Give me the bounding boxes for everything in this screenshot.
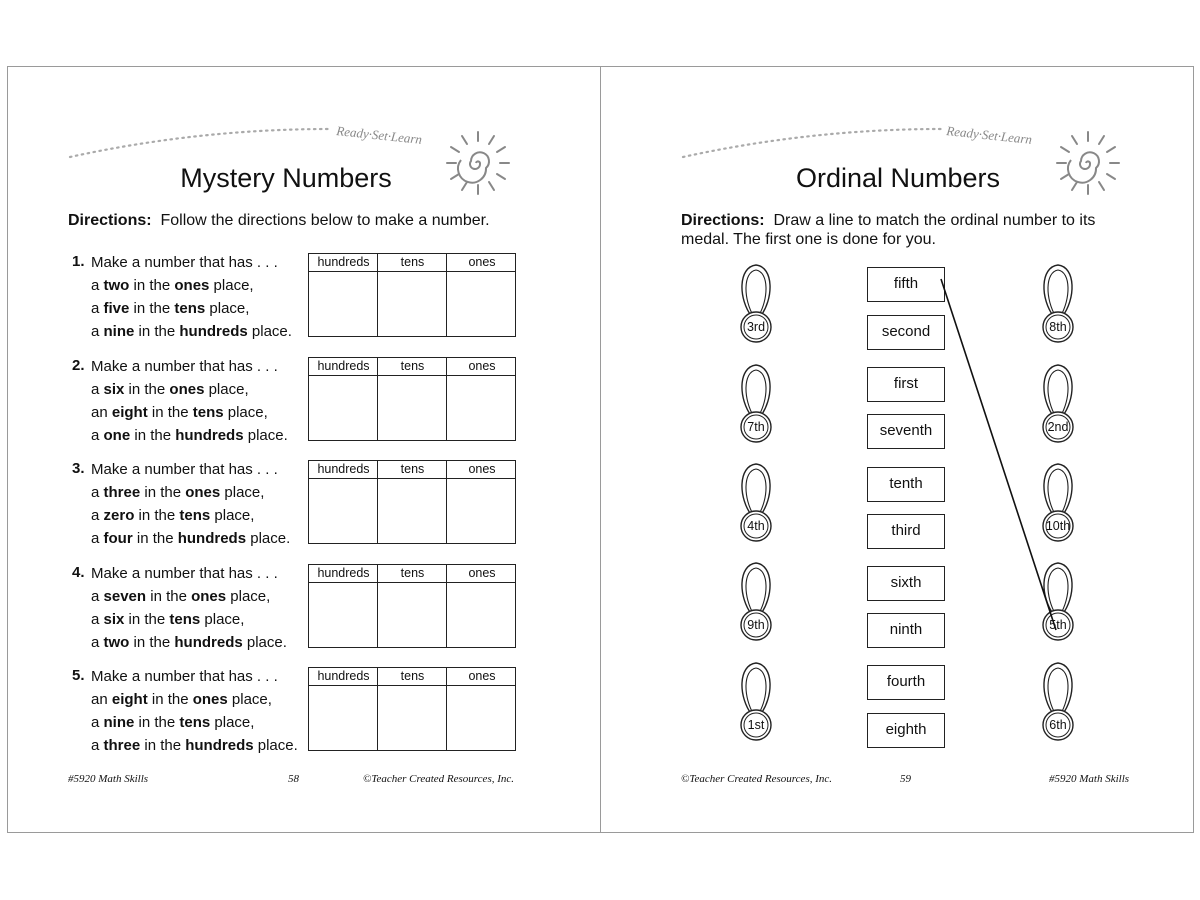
emphasis-text: nine	[103, 323, 135, 340]
footer-book-number: #5920 Math Skills	[1049, 773, 1130, 785]
line-text: in the	[140, 484, 186, 501]
line-text: a	[91, 484, 104, 501]
answer-cell-hundreds[interactable]	[309, 686, 378, 750]
problem-line	[91, 426, 288, 449]
medal-label: 10th	[1045, 519, 1071, 533]
emphasis-text: six	[103, 611, 125, 628]
answer-cell-tens[interactable]	[378, 376, 447, 440]
problem-line	[91, 460, 278, 483]
line-text: in the	[129, 634, 175, 651]
line-text: place,	[226, 588, 271, 605]
emphasis-text: eight	[111, 691, 148, 708]
line-text: a	[91, 530, 104, 547]
emphasis-text: three	[103, 484, 141, 501]
column-header-tens: tens	[400, 669, 425, 683]
column-header-hundreds: hundreds	[317, 359, 370, 373]
directions-text: Draw a line to match the ordinal number to its medal. The first one is done for you.	[681, 212, 1096, 248]
emphasis-text: ones	[191, 588, 227, 605]
line-text: place.	[242, 634, 287, 651]
problem-line	[91, 736, 298, 759]
column-header-tens: tens	[400, 255, 425, 269]
page-left	[7, 66, 601, 833]
ordinal-word-third[interactable]: third	[867, 514, 945, 549]
emphasis-text: ones	[169, 381, 205, 398]
line-text: in the	[129, 277, 175, 294]
line-text: a	[91, 277, 104, 294]
emphasis-text: tens	[179, 714, 211, 731]
medal-label: 2nd	[1047, 420, 1069, 434]
line-text: in the	[140, 737, 186, 754]
ordinal-word-first[interactable]: first	[867, 367, 945, 402]
line-text: an	[91, 404, 112, 421]
directions	[68, 211, 490, 230]
emphasis-text: hundreds	[177, 530, 247, 547]
line-text: a	[91, 323, 104, 340]
column-header-tens: tens	[400, 462, 425, 476]
column-header-ones: ones	[468, 255, 496, 269]
line-text: in the	[124, 611, 170, 628]
brand-text: Ready·Set·Learn	[335, 123, 423, 147]
answer-cell-tens[interactable]	[378, 686, 447, 750]
emphasis-text: hundreds	[175, 427, 244, 444]
line-text: in the	[147, 404, 193, 421]
line-text: a	[91, 634, 104, 651]
line-text: a	[91, 737, 104, 754]
line-text: in the	[124, 381, 170, 398]
ordinal-word-ninth[interactable]: ninth	[867, 613, 945, 648]
problem-line	[91, 253, 278, 276]
emphasis-text: three	[103, 737, 141, 754]
ordinal-word-eighth[interactable]: eighth	[867, 713, 945, 748]
problem-line	[91, 276, 254, 299]
line-text: an	[91, 691, 112, 708]
ordinal-word-sixth[interactable]: sixth	[867, 566, 945, 601]
column-header-hundreds: hundreds	[317, 566, 370, 580]
line-text: a	[91, 588, 104, 605]
line-text: in the	[130, 427, 176, 444]
line-text: place,	[210, 714, 255, 731]
medal-label: 8th	[1049, 320, 1067, 334]
ordinal-word-seventh[interactable]: seventh	[867, 414, 945, 449]
answer-cell-hundreds[interactable]	[309, 479, 378, 543]
directions-label: Directions:	[681, 212, 765, 229]
directions-label: Directions:	[68, 212, 152, 229]
place-value-chart	[308, 667, 516, 751]
emphasis-text: tens	[174, 300, 206, 317]
problem-line	[91, 483, 264, 506]
answer-cell-tens[interactable]	[378, 583, 447, 647]
emphasis-text: five	[103, 300, 130, 317]
line-text: place,	[204, 381, 249, 398]
emphasis-text: ones	[192, 691, 228, 708]
emphasis-text: hundreds	[179, 323, 248, 340]
emphasis-text: two	[103, 277, 130, 294]
emphasis-text: four	[103, 530, 133, 547]
medal-label: 7th	[747, 420, 765, 434]
footer-page-number: 59	[900, 773, 911, 785]
line-text: place.	[243, 427, 288, 444]
line-text: Make a number that has . . .	[91, 565, 278, 582]
column-header-ones: ones	[468, 462, 496, 476]
problem-2	[72, 357, 552, 453]
column-header-tens: tens	[400, 566, 425, 580]
medal-label: 1st	[747, 718, 765, 732]
line-text: in the	[132, 530, 178, 547]
place-value-chart	[308, 253, 516, 337]
column-header-hundreds: hundreds	[317, 255, 370, 269]
page-title: Ordinal Numbers	[795, 163, 1001, 193]
problem-1	[72, 253, 552, 349]
line-text: in the	[134, 507, 180, 524]
line-text: place,	[200, 611, 245, 628]
problem-3	[72, 460, 552, 556]
ordinal-word-fourth[interactable]: fourth	[867, 665, 945, 700]
line-text: place.	[247, 323, 292, 340]
line-text: place,	[205, 300, 250, 317]
problem-number: 1.	[72, 253, 85, 270]
directions-text: Follow the directions below to make a number.	[160, 212, 490, 229]
problem-line	[91, 610, 244, 633]
medal-label: 5th	[1049, 618, 1067, 632]
example-match-line	[601, 67, 1195, 834]
footer-page-number: 58	[288, 773, 299, 785]
column-header-hundreds: hundreds	[317, 462, 370, 476]
medal-label: 4th	[747, 519, 765, 533]
line-text: Make a number that has . . .	[91, 461, 278, 478]
problem-line	[91, 506, 254, 529]
emphasis-text: hundreds	[174, 634, 243, 651]
emphasis-text: ones	[185, 484, 221, 501]
problem-5	[72, 667, 552, 763]
answer-cell-ones[interactable]	[447, 479, 517, 543]
line-text: a	[91, 300, 104, 317]
brand-text: Ready·Set·Learn	[945, 123, 1033, 147]
line-text: in the	[134, 714, 180, 731]
answer-cell-hundreds[interactable]	[309, 583, 378, 647]
problem-line	[91, 690, 272, 713]
problem-line	[91, 633, 287, 656]
column-header-tens: tens	[400, 359, 425, 373]
problem-line	[91, 564, 278, 587]
line-text: Make a number that has . . .	[91, 668, 278, 685]
line-text: a	[91, 381, 104, 398]
answer-cell-ones[interactable]	[447, 686, 517, 750]
medal-label: 9th	[747, 618, 765, 632]
line-text: place,	[210, 507, 255, 524]
problem-number: 4.	[72, 564, 85, 581]
emphasis-text: two	[103, 634, 130, 651]
answer-cell-tens[interactable]	[378, 479, 447, 543]
emphasis-text: zero	[103, 507, 135, 524]
problem-line	[91, 667, 278, 690]
column-header-ones: ones	[468, 566, 496, 580]
problem-number: 2.	[72, 357, 85, 374]
column-header-ones: ones	[468, 359, 496, 373]
emphasis-text: hundreds	[185, 737, 254, 754]
problem-4	[72, 564, 552, 660]
ordinal-word-fifth[interactable]: fifth	[867, 267, 945, 302]
answer-cell-ones[interactable]	[447, 272, 517, 336]
line-text: place,	[223, 404, 268, 421]
place-value-chart	[308, 460, 516, 544]
place-value-chart	[308, 357, 516, 441]
line-text: place.	[246, 530, 291, 547]
problem-number: 5.	[72, 667, 85, 684]
line-text: a	[91, 611, 104, 628]
emphasis-text: one	[103, 427, 131, 444]
line-text: place,	[227, 691, 272, 708]
emphasis-text: six	[103, 381, 125, 398]
emphasis-text: nine	[103, 714, 135, 731]
problem-line	[91, 403, 268, 426]
answer-cell-hundreds[interactable]	[309, 376, 378, 440]
place-value-chart	[308, 564, 516, 648]
ordinal-word-second[interactable]: second	[867, 315, 945, 350]
line-text: in the	[147, 691, 193, 708]
line-text: place,	[220, 484, 265, 501]
emphasis-text: ones	[174, 277, 210, 294]
problem-number: 3.	[72, 460, 85, 477]
line-text: place,	[209, 277, 254, 294]
line-text: Make a number that has . . .	[91, 254, 278, 271]
line-text: a	[91, 427, 104, 444]
line-text: a	[91, 507, 104, 524]
answer-cell-ones[interactable]	[447, 376, 517, 440]
line-text: place.	[253, 737, 298, 754]
footer-book-number: #5920 Math Skills	[68, 773, 149, 785]
emphasis-text: tens	[179, 507, 211, 524]
emphasis-text: seven	[103, 588, 147, 605]
answer-cell-tens[interactable]	[378, 272, 447, 336]
medal-label: 3rd	[746, 320, 766, 334]
problem-line	[91, 357, 278, 380]
footer-publisher: ©Teacher Created Resources, Inc.	[681, 773, 833, 785]
line-text: Make a number that has . . .	[91, 358, 278, 375]
page-right	[600, 66, 1194, 833]
problem-line	[91, 322, 292, 345]
answer-cell-hundreds[interactable]	[309, 272, 378, 336]
problem-line	[91, 587, 270, 610]
medal-label: 6th	[1049, 718, 1067, 732]
problem-line	[91, 529, 290, 552]
line-text: in the	[129, 300, 175, 317]
answer-cell-ones[interactable]	[447, 583, 517, 647]
column-header-hundreds: hundreds	[317, 669, 370, 683]
problem-line	[91, 380, 249, 403]
page-title: Mystery Numbers	[180, 163, 392, 193]
line-text: a	[91, 714, 104, 731]
emphasis-text: eight	[111, 404, 148, 421]
emphasis-text: tens	[192, 404, 224, 421]
problem-line	[91, 299, 249, 322]
footer-publisher: ©Teacher Created Resources, Inc.	[363, 773, 515, 785]
emphasis-text: tens	[169, 611, 201, 628]
line-text: in the	[146, 588, 192, 605]
ordinal-word-tenth[interactable]: tenth	[867, 467, 945, 502]
line-text: in the	[134, 323, 180, 340]
problem-line	[91, 713, 254, 736]
column-header-ones: ones	[468, 669, 496, 683]
